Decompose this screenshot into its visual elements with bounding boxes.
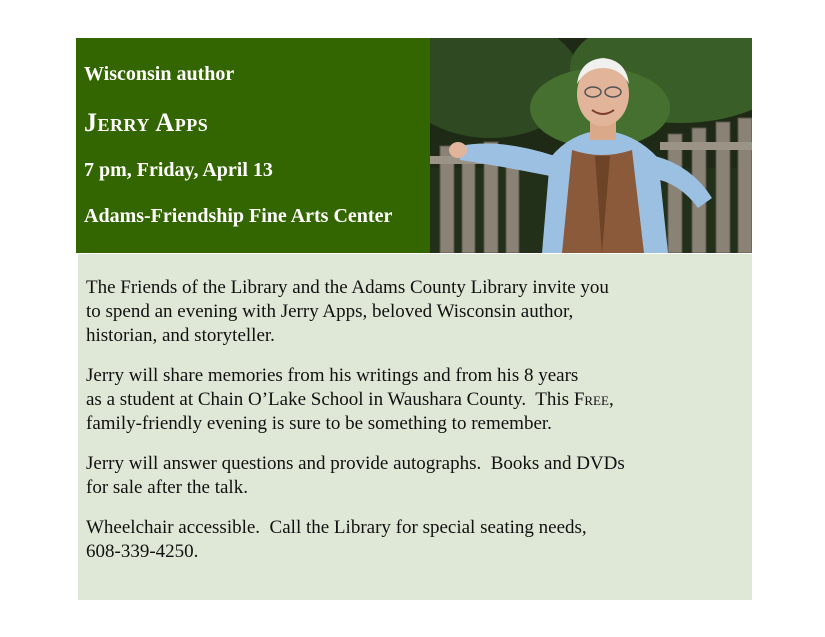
author-subtitle: Wisconsin author: [84, 63, 235, 85]
author-photo-illustration: [430, 38, 752, 253]
event-header: [76, 38, 430, 253]
intro-paragraph: The Friends of the Library and the Adams County Library invite you to spend an evening with Jerry Apps, beloved Wisconsin author, historian, and storyteller.: [86, 277, 609, 346]
event-datetime: 7 pm, Friday, April 13: [84, 159, 273, 181]
author-photo: [430, 38, 752, 253]
autographs-paragraph: Jerry will answer questions and provide autographs. Books and DVDs for sale after the talk.: [86, 453, 625, 498]
accessibility-paragraph: Wheelchair accessible. Call the Library for special seating needs, 608-339-4250.: [86, 517, 587, 562]
memories-text: Jerry will share memories from his writings and from his 8 years as a student at Chain O’Lake School in Waushara County. This: [86, 365, 579, 410]
author-name: Jerry Apps: [84, 108, 209, 137]
free-label: Free: [573, 389, 609, 410]
memories-paragraph: [86, 364, 752, 436]
memories-text-end: , family-friendly evening is sure to be something to remember.: [86, 389, 614, 434]
event-description: [78, 254, 752, 600]
event-venue: Adams-Friendship Fine Arts Center: [84, 205, 393, 227]
